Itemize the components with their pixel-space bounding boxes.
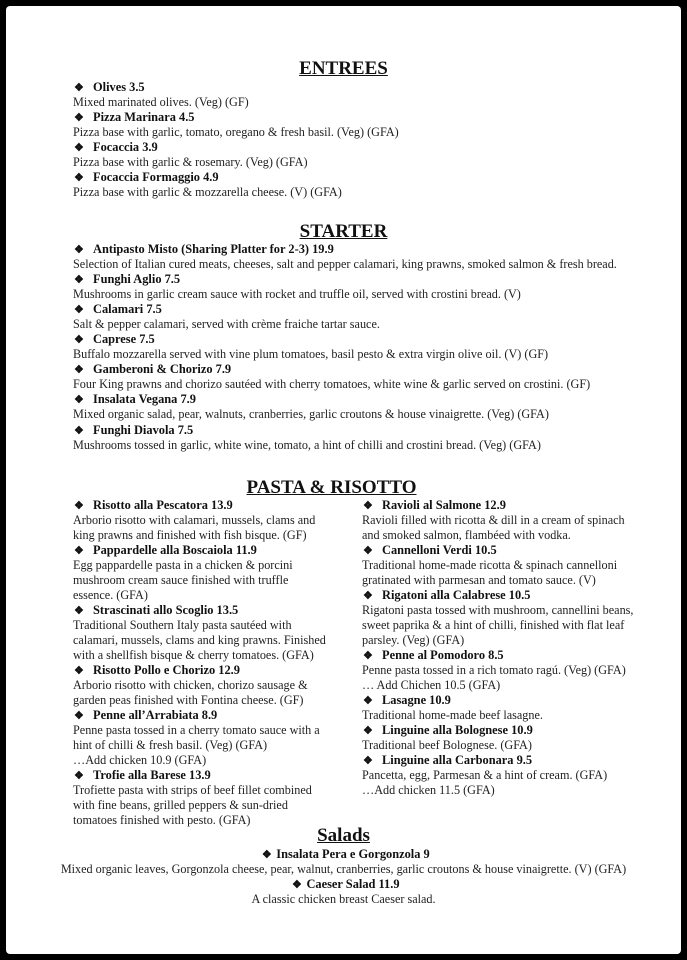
diamond-bullet-icon: ❖ [74, 82, 84, 94]
item-name-text: Penne al Pomodoro 8.5 [382, 648, 504, 662]
menu-item-name [6, 877, 681, 892]
menu-item-description: Ravioli filled with ricotta & dill in a cream of spinach [362, 513, 625, 527]
menu-item-description: Traditional Southern Italy pasta sautéed with [73, 618, 292, 632]
menu-item-description: mushroom cream sauce finished with truffle [73, 573, 289, 587]
menu-item-description: garden peas finished with Fontina cheese. (GF) [73, 693, 304, 707]
item-name-text: Linguine alla Bolognese 10.9 [382, 723, 533, 737]
item-name-text: Rigatoni alla Calabrese 10.5 [382, 588, 531, 602]
diamond-bullet-icon: ❖ [363, 725, 373, 737]
menu-item-description: king prawns and finished with fish bisque. (GF) [73, 528, 307, 542]
item-name-text: Calamari 7.5 [93, 302, 162, 316]
menu-item-name [6, 847, 681, 862]
diamond-bullet-icon: ❖ [292, 879, 302, 891]
menu-item-description: and smoked salmon, flambéed with vodka. [362, 528, 571, 542]
diamond-bullet-icon: ❖ [74, 770, 84, 782]
menu-item-name [363, 693, 451, 708]
menu-item-description: Four King prawns and chorizo sautéed with cherry tomatoes, white wine & garlic served on crostini. (GF) [73, 377, 591, 391]
menu-item-description: Traditional home-made beef lasagne. [362, 708, 543, 722]
item-name-text: Olives 3.5 [93, 80, 145, 94]
menu-item-description: Mixed marinated olives. (Veg) (GF) [73, 95, 249, 109]
item-name-text: Funghi Aglio 7.5 [93, 272, 181, 286]
menu-item-description: Penne pasta tossed in a cherry tomato sauce with a [73, 723, 320, 737]
menu-item-description: Trofiette pasta with strips of beef fillet combined [73, 783, 312, 797]
menu-item-description: …Add chicken 11.5 (GFA) [362, 783, 495, 797]
item-name-text: Focaccia 3.9 [93, 140, 158, 154]
diamond-bullet-icon: ❖ [74, 394, 84, 406]
diamond-bullet-icon: ❖ [74, 304, 84, 316]
menu-item-description: … Add Chichen 10.5 (GFA) [362, 678, 501, 692]
menu-item-description: Mushrooms tossed in garlic, white wine, tomato, a hint of chilli and crostini bread. (Veg) (GFA) [73, 438, 541, 452]
salads-title: Salads [317, 825, 370, 846]
diamond-bullet-icon: ❖ [363, 545, 373, 557]
menu-item-name [74, 498, 233, 513]
entrees-title: ENTREES [299, 58, 388, 79]
item-name-text: Cannelloni Verdi 10.5 [382, 543, 497, 557]
menu-item-description: with fine beans, grilled peppers & sun-dried [73, 798, 288, 812]
starter-title: STARTER [299, 221, 388, 242]
menu-item-description: Mixed organic leaves, Gorgonzola cheese, pear, walnut, cranberries, garlic croutons & house vinaigrette. (V) (GFA) [60, 862, 627, 876]
menu-item-description: Arborio risotto with chicken, chorizo sausage & [73, 678, 308, 692]
diamond-bullet-icon: ❖ [74, 710, 84, 722]
item-name-text: Pizza Marinara 4.5 [93, 110, 195, 124]
diamond-bullet-icon: ❖ [363, 695, 373, 707]
diamond-bullet-icon: ❖ [363, 755, 373, 767]
menu-item-description: Salt & pepper calamari, served with crème fraiche tartar sauce. [73, 317, 380, 331]
diamond-bullet-icon: ❖ [74, 425, 84, 437]
diamond-bullet-icon: ❖ [74, 500, 84, 512]
menu-item-description: gratinated with parmesan and tomato sauce. (V) [362, 573, 596, 587]
item-name-text: Caeser Salad 11.9 [306, 877, 400, 891]
menu-item-name [74, 543, 257, 558]
menu-item-name [74, 80, 145, 95]
menu-item-name [363, 648, 504, 663]
menu-item-description: Mixed organic salad, pear, walnuts, cranberries, garlic croutons & house vinaigrette. (Veg) (GFA) [73, 407, 549, 421]
item-name-text: Risotto alla Pescatora 13.9 [93, 498, 233, 512]
menu-item-description: parsley. (Veg) (GFA) [362, 633, 465, 647]
item-name-text: Antipasto Misto (Sharing Platter for 2-3) 19.9 [93, 242, 334, 256]
menu-item-description: A classic chicken breast Caeser salad. [251, 892, 436, 906]
menu-item-name [74, 110, 195, 125]
menu-item-description: …Add chicken 10.9 (GFA) [73, 753, 207, 767]
menu-item-description: Pizza base with garlic, tomato, oregano & fresh basil. (Veg) (GFA) [73, 125, 399, 139]
menu-item-description: essence. (GFA) [73, 588, 148, 602]
diamond-bullet-icon: ❖ [74, 274, 84, 286]
menu-item-description: Pizza base with garlic & rosemary. (Veg) (GFA) [73, 155, 308, 169]
diamond-bullet-icon: ❖ [74, 112, 84, 124]
menu-item-description: hint of chilli & fresh basil. (Veg) (GFA) [73, 738, 268, 752]
menu-item-name [74, 768, 211, 783]
menu-item-name [74, 302, 162, 317]
diamond-bullet-icon: ❖ [74, 334, 84, 346]
menu-item-description: sweet paprika & a hint of chilli, finished with flat leaf [362, 618, 625, 632]
menu-item-name [363, 543, 497, 558]
item-name-text: Gamberoni & Chorizo 7.9 [93, 362, 232, 376]
item-name-text: Lasagne 10.9 [382, 693, 451, 707]
diamond-bullet-icon: ❖ [74, 364, 84, 376]
menu-item-description: Pizza base with garlic & mozzarella cheese. (V) (GFA) [73, 185, 342, 199]
menu-item-name [74, 170, 219, 185]
diamond-bullet-icon: ❖ [74, 142, 84, 154]
menu-item-description: Traditional beef Bolognese. (GFA) [362, 738, 532, 752]
menu-item-name [74, 603, 238, 618]
diamond-bullet-icon: ❖ [363, 500, 373, 512]
menu-item-description: Selection of Italian cured meats, cheeses, salt and pepper calamari, king prawns, smoked salmon & fresh bread. [73, 257, 617, 271]
menu-item-name [74, 272, 180, 287]
menu-item-name [74, 423, 193, 438]
menu-item-description: Pancetta, egg, Parmesan & a hint of cream. (GFA) [362, 768, 608, 782]
menu-item-description: Rigatoni pasta tossed with mushroom, cannellini beans, [362, 603, 634, 617]
item-name-text: Linguine alla Carbonara 9.5 [382, 753, 533, 767]
item-name-text: Trofie alla Barese 13.9 [93, 768, 211, 782]
diamond-bullet-icon: ❖ [363, 590, 373, 602]
menu-item-name [363, 588, 530, 603]
pasta-title: PASTA & RISOTTO [246, 477, 417, 498]
menu-item-name [74, 140, 158, 155]
diamond-bullet-icon: ❖ [261, 849, 272, 861]
item-name-text: Insalata Vegana 7.9 [93, 392, 196, 406]
menu-item-name [363, 498, 506, 513]
menu-item-name [363, 723, 533, 738]
diamond-bullet-icon: ❖ [363, 650, 373, 662]
item-name-text: Focaccia Formaggio 4.9 [93, 170, 219, 184]
menu-item-name [74, 708, 217, 723]
diamond-bullet-icon: ❖ [74, 172, 84, 184]
menu-item-description: Arborio risotto with calamari, mussels, clams and [73, 513, 316, 527]
item-name-text: Risotto Pollo e Chorizo 12.9 [93, 663, 240, 677]
menu-item-name [74, 392, 196, 407]
item-name-text: Insalata Pera e Gorgonzola 9 [276, 847, 430, 861]
item-name-text: Ravioli al Salmone 12.9 [382, 498, 506, 512]
item-name-text: Strascinati allo Scoglio 13.5 [93, 603, 239, 617]
menu-item-name [74, 332, 155, 347]
item-name-text: Penne all’Arrabiata 8.9 [93, 708, 218, 722]
diamond-bullet-icon: ❖ [74, 545, 84, 557]
diamond-bullet-icon: ❖ [74, 605, 84, 617]
item-name-text: Funghi Diavola 7.5 [93, 423, 194, 437]
menu-item-name [74, 663, 240, 678]
menu-item-name [363, 753, 532, 768]
menu-item-description: with a shellfish bisque & cherry tomatoes. (GFA) [73, 648, 314, 662]
menu-item-name [74, 242, 334, 257]
menu-item-description: tomatoes finished with pesto. (GFA) [73, 813, 251, 827]
menu-item-description: Traditional home-made ricotta & spinach cannelloni [362, 558, 618, 572]
menu-item-description: Egg pappardelle pasta in a chicken & porcini [73, 558, 293, 572]
menu-page [6, 6, 681, 954]
diamond-bullet-icon: ❖ [74, 244, 84, 256]
menu-item-description: calamari, mussels, clams and king prawns. Finished [73, 633, 326, 647]
item-name-text: Pappardelle alla Boscaiola 11.9 [93, 543, 257, 557]
diamond-bullet-icon: ❖ [74, 665, 84, 677]
menu-item-description: Mushrooms in garlic cream sauce with rocket and truffle oil, served with crostini bread. (V) [73, 287, 521, 301]
menu-item-name [74, 362, 231, 377]
item-name-text: Caprese 7.5 [93, 332, 155, 346]
menu-item-description: Buffalo mozzarella served with vine plum tomatoes, basil pesto & extra virgin olive oil. (V) (GF) [73, 347, 549, 361]
menu-item-description: Penne pasta tossed in a rich tomato ragú. (Veg) (GFA) [362, 663, 626, 677]
